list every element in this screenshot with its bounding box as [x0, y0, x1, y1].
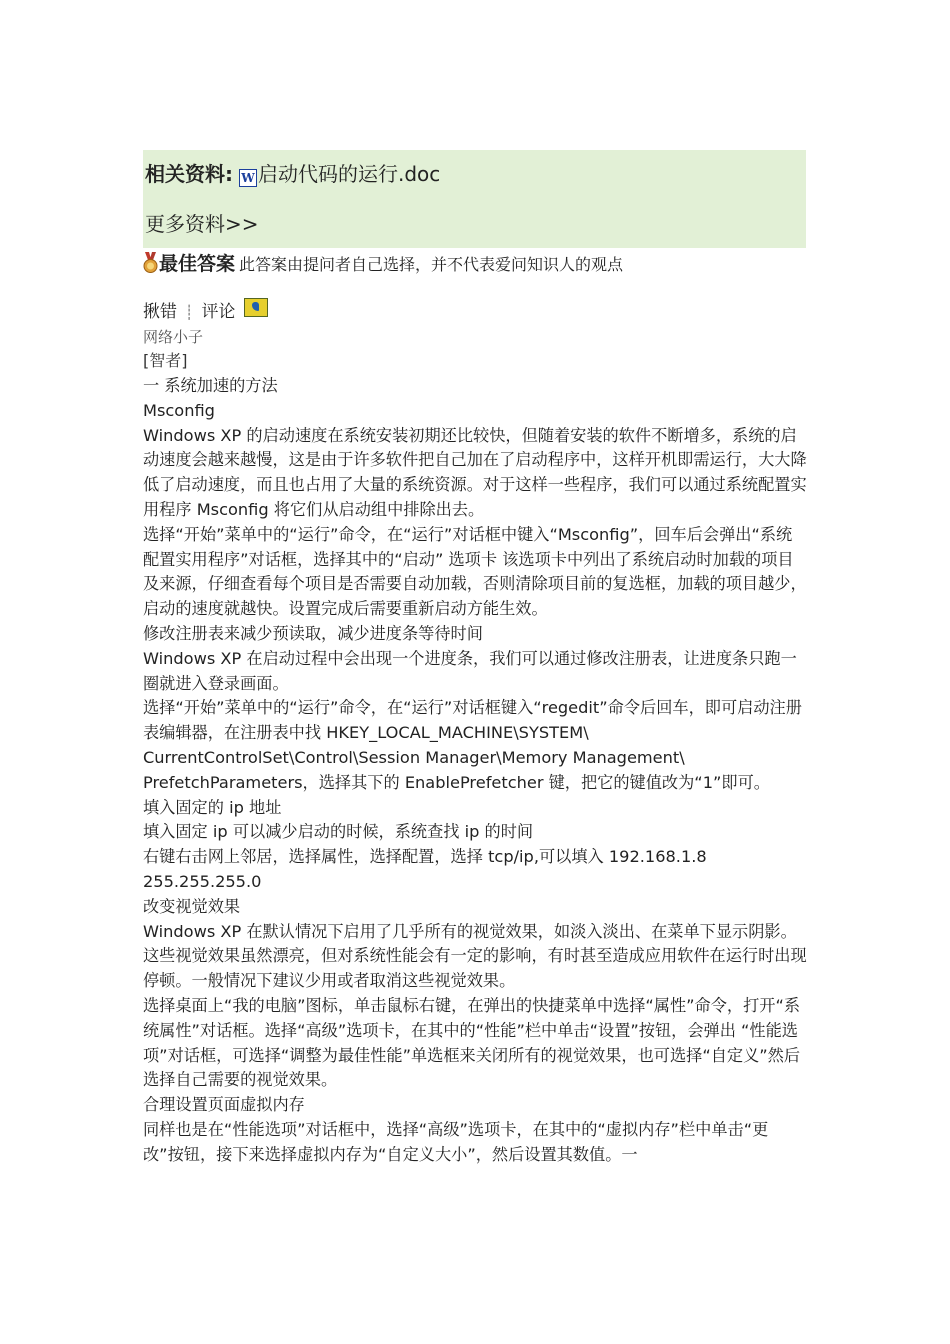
answer-paragraph: 一 系统加速的方法 [143, 376, 278, 395]
answer-paragraph: 右键右击网上邻居，选择属性，选择配置，选择 tcp/ip,可以填入 192.168.1.8 255.255.255.0 [143, 847, 707, 891]
word-doc-icon: W [239, 169, 257, 187]
comment-link[interactable]: 评论 [201, 302, 236, 322]
answer-actions [143, 298, 268, 326]
action-separator: ┊ [185, 305, 194, 321]
best-answer-header [143, 250, 623, 279]
answer-paragraph: 填入固定的 ip 地址 [143, 797, 282, 817]
medal-icon [143, 252, 158, 274]
related-doc-link[interactable]: 启动代码的运行.doc [258, 162, 441, 186]
answer-paragraph: 选择桌面上“我的电脑”图标，单击鼠标右键，在弹出的快捷菜单中选择“属性”命令，打开“系统属性”对话框。选择“高级”选项卡，在其中的“性能”栏中单击“设置”按钮，会弹出 “性能选项”对话框，可选择“调整为最佳性能”单选框来关闭所有的视觉效果，也可选择“自定义”然后选择自己需要的视觉效果。 [143, 995, 801, 1090]
best-answer-title: 最佳答案 [159, 253, 236, 275]
answerer-name[interactable]: 网络小子 [143, 328, 204, 346]
answer-paragraph: 填入固定 ip 可以减少启动的时候，系统查找 ip 的时间 [143, 822, 534, 842]
answer-paragraph: Windows XP 的启动速度在系统安装初期还比较快，但随着安装的软件不断增多，系统的启动速度会越来越慢，这是由于许多软件把自己加在了启动程序中，这样开机即需运行，大大降低了启动速度，而且也占用了大量的系统资源。对于这样一些程序，我们可以通过系统配置实用程序 Msconfig 将它们从启动组中排除出去。 [143, 425, 807, 519]
answer-paragraph: Windows XP 在默认情况下启用了几乎所有的视觉效果，如淡入淡出、在菜单下显示阴影。这些视觉效果虽然漂亮，但对系统性能会有一定的影响，有时甚至造成应用软件在运行时出现停顿。一般情况下建议少用或者取消这些视觉效果。 [143, 921, 807, 991]
answerer-rank: [智者] [143, 351, 188, 370]
related-materials-label: 相关资料: [145, 162, 233, 186]
answer-paragraph: 改变视觉效果 [143, 896, 241, 916]
comment-flag-icon[interactable] [244, 298, 268, 317]
answer-paragraph: Windows XP 在启动过程中会出现一个进度条，我们可以通过修改注册表，让进度条只跑一圈就进入登录画面。 [143, 648, 797, 693]
answer-content [143, 374, 808, 1168]
answer-paragraph: 选择“开始”菜单中的“运行”命令，在“运行”对话框中键入“Msconfig”，回车后会弹出“系统配置实用程序”对话框，选择其中的“启动” 选项卡 该选项卡中列出了系统启动时加载的项目及来源，仔细查看每个项目是否需要自动加载，否则清除项目前的复选框，加载的项目越少，启动的速度就越快。设置完成后需要重新启动方能生效。 [143, 524, 807, 619]
answer-paragraph: Msconfig [143, 400, 215, 420]
related-materials-line [145, 160, 440, 188]
answer-paragraph: 选择“开始”菜单中的“运行”命令，在“运行”对话框键入“regedit”命令后回车，即可启动注册表编辑器，在注册表中找 HKEY_LOCAL_MACHINE\SYSTEM\ CurrentControlSet\Control\Session Manager\Memory Management\ PrefetchParameters，选择其下的 EnablePrefetcher 键，把它的键值改为“1”即可。 [143, 698, 802, 792]
best-answer-note: 此答案由提问者自己选择，并不代表爱问知识人的观点 [239, 255, 624, 274]
report-error-link[interactable]: 揪错 [143, 302, 177, 322]
answer-paragraph: 修改注册表来减少预读取，减少进度条等待时间 [143, 623, 483, 643]
answer-paragraph: 同样也是在“性能选项”对话框中，选择“高级”选项卡，在其中的“虚拟内存”栏中单击“更改”按钮，接下来选择虚拟内存为“自定义大小”，然后设置其数值。一 [143, 1119, 769, 1164]
related-materials-box [143, 150, 806, 248]
answer-paragraph: 合理设置页面虚拟内存 [143, 1095, 305, 1115]
more-materials-link[interactable]: 更多资料>> [145, 212, 259, 236]
